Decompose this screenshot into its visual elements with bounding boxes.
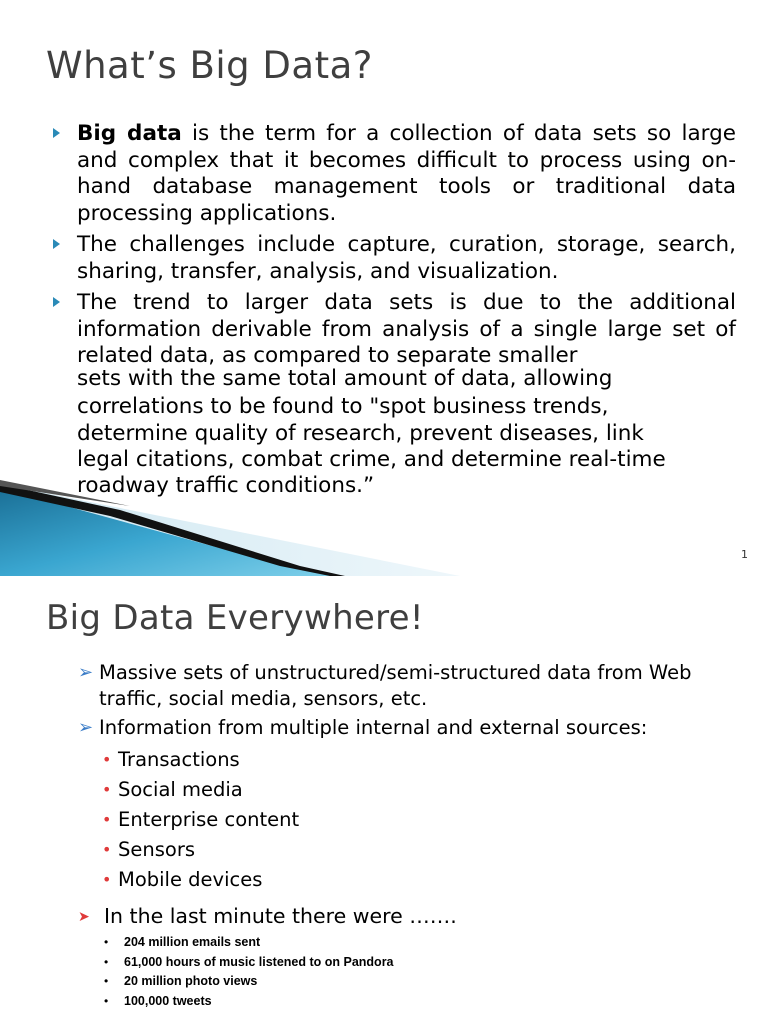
dot-icon: •	[102, 810, 112, 829]
triangle-right-icon	[53, 239, 60, 249]
bullet-item	[52, 290, 736, 370]
bullet-text: The challenges include capture, curation, storage, search, sharing, transfer, analysis, and visualization.	[77, 232, 736, 284]
sub-item	[78, 775, 718, 805]
sub-item-text: Enterprise content	[118, 808, 300, 831]
bullet-text: The trend to larger data sets is due to the additional information derivable from analysis of a single large set of related data, as compared to separate smaller	[77, 290, 736, 368]
dot-icon: •	[102, 750, 112, 769]
dot-icon: •	[104, 974, 109, 988]
overflow-line: correlations to be found to "spot business trends,	[77, 394, 609, 419]
bullet-item	[78, 715, 718, 741]
dot-icon: •	[102, 870, 112, 889]
stat-text: 100,000 tweets	[124, 993, 212, 1008]
sub-item	[78, 865, 718, 895]
dot-icon: •	[102, 840, 112, 859]
sub-item	[78, 835, 718, 865]
stat-item	[78, 972, 718, 992]
arrow-right-icon: ➢	[78, 717, 94, 738]
stat-text: 204 million emails sent	[124, 935, 261, 949]
bullet-text: Massive sets of unstructured/semi-structured data from Web traffic, social media, sensors, etc.	[99, 661, 692, 710]
bullet-text: Information from multiple internal and external sources:	[99, 716, 648, 739]
stat-item	[78, 933, 718, 953]
stat-text: 20 million photo views	[124, 974, 258, 988]
slide-2	[0, 576, 768, 1024]
decorative-swoosh	[0, 470, 460, 576]
bullet-item	[52, 121, 736, 227]
highlight-item	[78, 901, 718, 931]
sub-item-text: Mobile devices	[118, 868, 263, 891]
bullet-item	[52, 232, 736, 285]
sub-item-text: Social media	[118, 778, 243, 801]
sub-item	[78, 745, 718, 775]
sub-item-text: Transactions	[118, 748, 240, 771]
triangle-right-icon	[53, 297, 60, 307]
stats-list	[78, 933, 718, 1011]
highlight-text: In the last minute there were …….	[104, 904, 457, 928]
slide-2-title: Big Data Everywhere!	[46, 598, 424, 638]
slide-2-bullet-list	[78, 660, 718, 1011]
sub-list	[78, 745, 718, 895]
bullet-item	[78, 660, 718, 712]
slide-1-bullet-list	[52, 121, 736, 375]
overflow-line: sets with the same total amount of data, allowing	[77, 366, 613, 391]
stat-item	[78, 992, 718, 1012]
red-arrow-icon: ➤	[78, 909, 90, 925]
sub-item	[78, 805, 718, 835]
overflow-line: legal citations, combat crime, and determine real-time	[77, 447, 666, 472]
slide-1-title: What’s Big Data?	[46, 44, 373, 87]
bullet-text: is the term for a collection of data sets so large and complex that it becomes difficult to process using on-hand database management tools or traditional data processing applications.	[77, 121, 737, 226]
stat-text: 61,000 hours of music listened to on Pandora	[124, 954, 394, 969]
dot-icon: •	[104, 935, 109, 949]
page-number: 1	[741, 548, 748, 561]
dot-icon: •	[104, 954, 109, 969]
triangle-right-icon	[53, 128, 60, 138]
dot-icon: •	[102, 780, 112, 799]
bullet-bold: Big data	[77, 121, 182, 146]
overflow-line: determine quality of research, prevent diseases, link	[77, 421, 644, 446]
sub-item-text: Sensors	[118, 838, 196, 861]
dot-icon: •	[104, 993, 109, 1008]
stat-item	[78, 953, 718, 973]
overflow-line: roadway traffic conditions.”	[77, 473, 375, 498]
arrow-right-icon: ➢	[78, 662, 94, 683]
